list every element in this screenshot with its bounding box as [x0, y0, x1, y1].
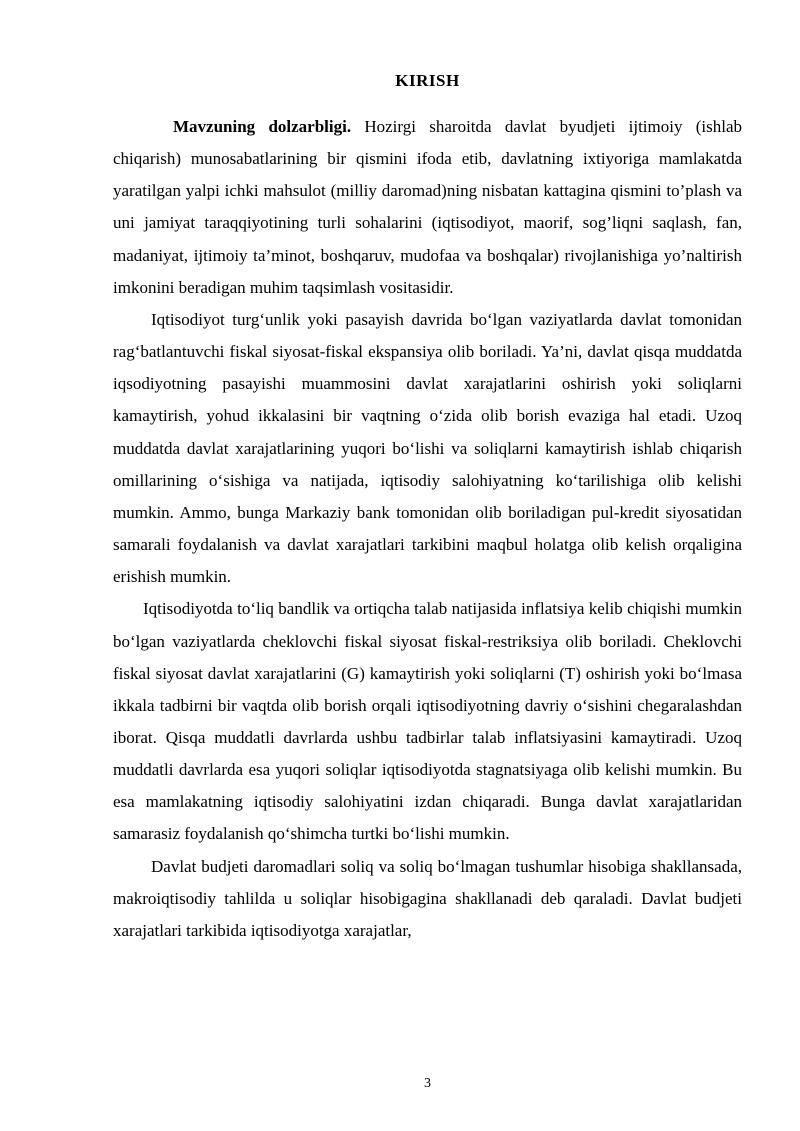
paragraph-relevance — [113, 111, 742, 304]
paragraph-text: Hozirgi sharoitda davlat byudjeti ijtimoiy (ishlab chiqarish) munosabatlarining bir qismini ifoda etib, davlatning ixtiyoriga mamlakatda yaratilgan yalpi ichki mahsulot (milliy daromad)ning nisbatan kattagina qismini to’plash va uni jamiyat taraqqiyotining turli sohalarini (iqtisodiyot, maorif, sog’liqni saqlash, fan, madaniyat, ijtimoiy ta’minot, boshqaruv, mudofaa va boshqalar) rivojlanishiga yo’naltirish imkonini beradigan muhim taqsimlash vositasidir. — [113, 117, 742, 297]
paragraph-fiscal-expansion — [113, 304, 742, 593]
paragraph-text: Iqtisodiyot turg‘unlik yoki pasayish davrida bo‘lgan vaziyatlarda davlat tomonidan rag‘batlantuvchi fiskal siyosat-fiskal ekspansiya olib boriladi. Ya’ni, davlat qisqa muddatda iqsodiyotning pasayishi muammosini davlat xarajatlarini oshirish yoki soliqlarni kamaytirish, yohud ikkalasini bir vaqtning o‘zida olib borish evaziga hal etadi. Uzoq muddatda davlat xarajatlarining yuqori bo‘lishi va soliqlarni kamaytirish ishlab chiqarish omillarining o‘sishiga va natijada, iqtisodiy salohiyatning ko‘tarilishiga olib kelishi mumkin. Ammo, bunga Markaziy bank tomonidan olib boriladigan pul-kredit siyosatidan samarali foydalanish va davlat xarajatlari tarkibini maqbul holatga olib kelish orqaligina erishish mumkin. — [113, 309, 742, 587]
paragraph-text: Iqtisodiyotda to‘liq bandlik va ortiqcha talab natijasida inflatsiya kelib chiqishi mumkin bo‘lgan vaziyatlarda cheklovchi fiskal siyosat fiskal-restriksiya olib boriladi. Cheklovchi fiskal siyosat davlat xarajatlarini (G) kamaytirish yoki soliqlarni (T) oshirish yoki bo‘lmasa ikkala tadbirni bir vaqtda olib borish orqali iqtisodiyotning davriy o‘sishini chegaralashdan iborat. Qisqa muddatli davrlarda ushbu tadbirlar talab inflatsiyasini kamaytiradi. Uzoq muddatli davrlarda esa yuqori soliqlar iqtisodiyotda stagnatsiyaga olib kelishi mumkin. Bu esa mamlakatning iqtisodiy salohiyatini izdan chiqaradi. Bunga davlat xarajatlaridan samarasiz foydalanish qo‘shimcha turtki bo‘lishi mumkin. — [113, 599, 742, 844]
paragraph-budget-revenues — [113, 851, 742, 947]
paragraph-lead: Mavzuning dolzarbligi. — [173, 117, 352, 136]
paragraph-text: Davlat budjeti daromadlari soliq va soliq bo‘lmagan tushumlar hisobiga shakllansada, makroiqtisodiy tahlilda u soliqlar hisobigagina shakllanadi deb qaraladi. Davlat budjeti xarajatlari tarkibida iqtisodiyotga xarajatlar, — [113, 856, 742, 940]
document-page — [113, 0, 742, 1131]
page-number: 3 — [424, 1076, 431, 1091]
document-body — [113, 111, 742, 947]
page-title: KIRISH — [395, 71, 460, 90]
paragraph-fiscal-restriction — [113, 593, 742, 850]
